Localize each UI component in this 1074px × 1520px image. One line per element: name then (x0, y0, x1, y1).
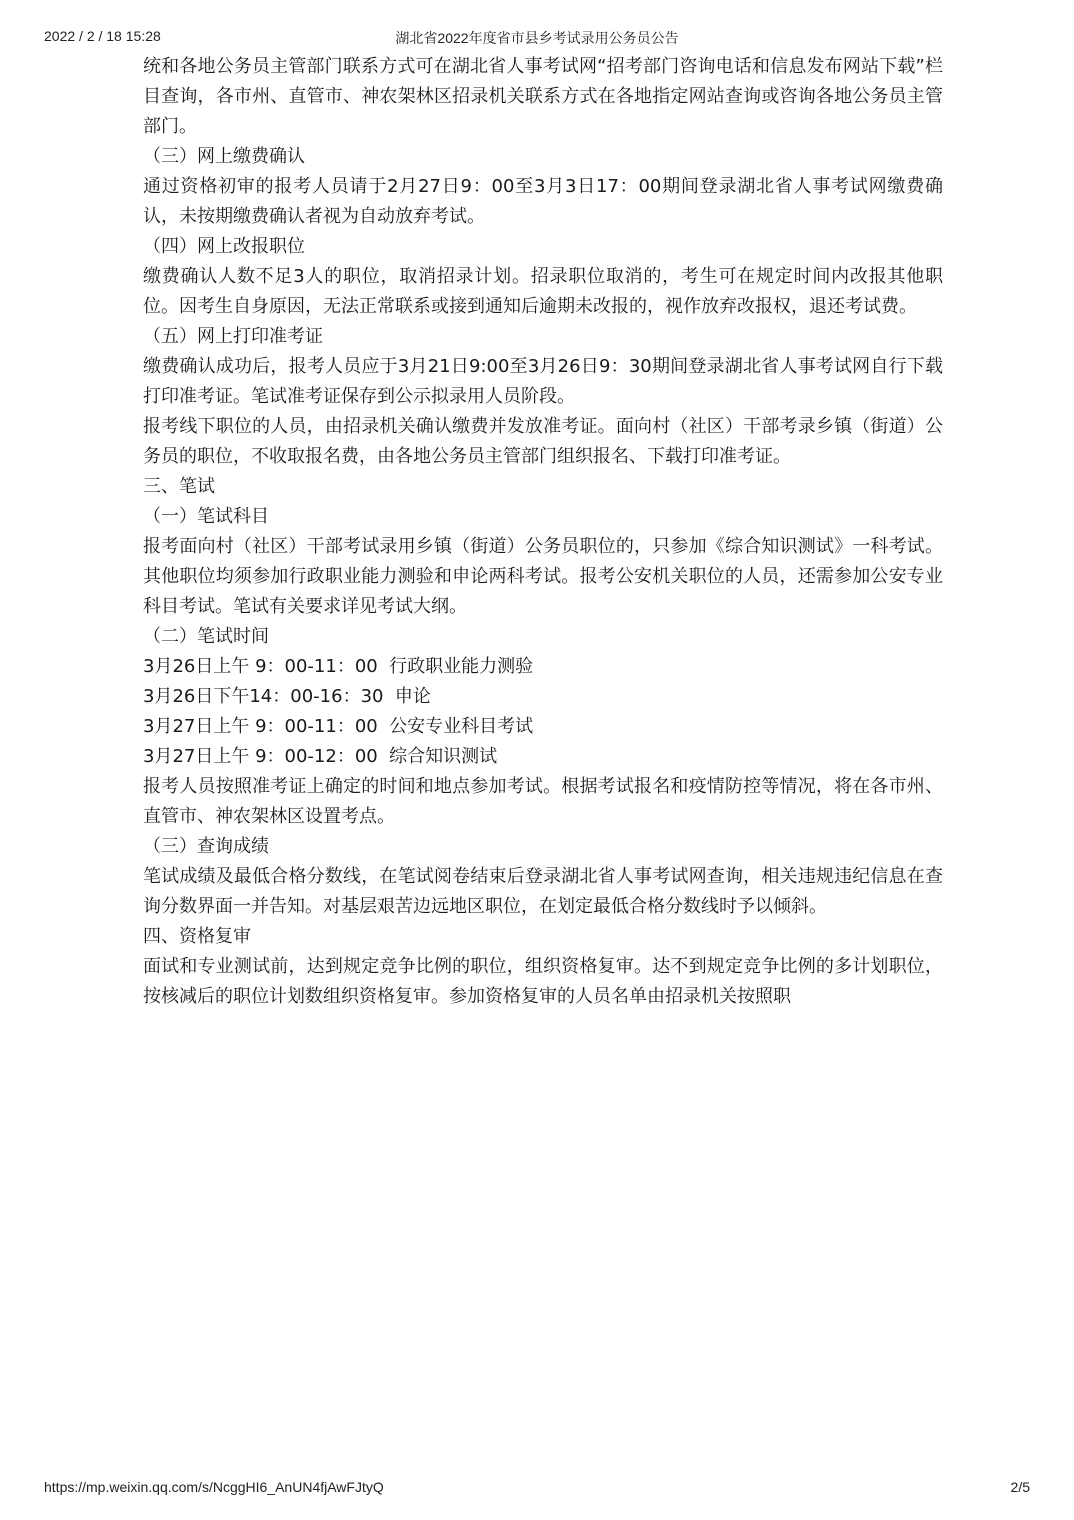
heading-print-admission: （五）网上打印准考证 (143, 326, 323, 347)
paragraph-online-payment: 通过资格初审的报考人员请于2月27日9：00至3月3日17：00期间登录湖北省人事考试网缴费确认，未按期缴费确认者视为自动放弃考试。 (143, 176, 943, 227)
page-number: 2/5 (1010, 1479, 1030, 1495)
paragraph-qualification-review: 面试和专业测试前，达到规定竞争比例的职位，组织资格复审。达不到规定竞争比例的多计划职位，按核减后的职位计划数组织资格复审。参加资格复审的人员名单由招录机关按照职 (143, 956, 943, 1007)
heading-written-exam: 三、笔试 (143, 476, 215, 497)
heading-qualification-review: 四、资格复审 (143, 926, 251, 947)
paragraph-contact-info: 统和各地公务员主管部门联系方式可在湖北省人事考试网“招考部门咨询电话和信息发布网站下载”栏目查询，各市州、直管市、神农架林区招录机关联系方式在各地指定网站查询或咨询各地公务员主管部门。 (143, 56, 943, 137)
document-body (143, 52, 943, 1012)
exam-schedule-item: 3月27日上午 9：00-11：00 公安专业科目考试 (143, 716, 534, 737)
exam-schedule-item: 3月27日上午 9：00-12：00 综合知识测试 (143, 746, 498, 767)
heading-query-score: （三）查询成绩 (143, 836, 269, 857)
print-header (44, 28, 1030, 48)
heading-exam-time: （二）笔试时间 (143, 626, 269, 647)
paragraph-print-admission: 缴费确认成功后，报考人员应于3月21日9:00至3月26日9：30期间登录湖北省人事考试网自行下载打印准考证。笔试准考证保存到公示拟录用人员阶段。 (143, 356, 943, 407)
paragraph-query-score: 笔试成绩及最低合格分数线，在笔试阅卷结束后登录湖北省人事考试网查询，相关违规违纪信息在查询分数界面一并告知。对基层艰苦边远地区职位，在划定最低合格分数线时予以倾斜。 (143, 866, 943, 917)
print-date: 2022 / 2 / 18 15:28 (44, 28, 161, 44)
document-title: 湖北省2022年度省市县乡考试录用公务员公告 (395, 30, 679, 46)
source-url: https://mp.weixin.qq.com/s/NcggHI6_AnUN4fjAwFJtyQ (44, 1479, 384, 1495)
exam-schedule-item: 3月26日下午14：00-16：30 申论 (143, 686, 431, 707)
heading-change-position: （四）网上改报职位 (143, 236, 305, 257)
exam-schedule-item: 3月26日上午 9：00-11：00 行政职业能力测验 (143, 656, 534, 677)
print-footer (44, 1479, 1030, 1499)
paragraph-offline-admission: 报考线下职位的人员，由招录机关确认缴费并发放准考证。面向村（社区）干部考录乡镇（街道）公务员的职位，不收取报名费，由各地公务员主管部门组织报名、下载打印准考证。 (143, 416, 943, 467)
paragraph-exam-subjects: 报考面向村（社区）干部考试录用乡镇（街道）公务员职位的，只参加《综合知识测试》一科考试。其他职位均须参加行政职业能力测验和申论两科考试。报考公安机关职位的人员，还需参加公安专业科目考试。笔试有关要求详见考试大纲。 (143, 536, 943, 617)
heading-exam-subjects: （一）笔试科目 (143, 506, 269, 527)
paragraph-change-position: 缴费确认人数不足3人的职位，取消招录计划。招录职位取消的，考生可在规定时间内改报其他职位。因考生自身原因，无法正常联系或接到通知后逾期未改报的，视作放弃改报权，退还考试费。 (143, 266, 943, 317)
heading-online-payment: （三）网上缴费确认 (143, 146, 305, 167)
paragraph-exam-venue: 报考人员按照准考证上确定的时间和地点参加考试。根据考试报名和疫情防控等情况，将在各市州、直管市、神农架林区设置考点。 (143, 776, 943, 827)
